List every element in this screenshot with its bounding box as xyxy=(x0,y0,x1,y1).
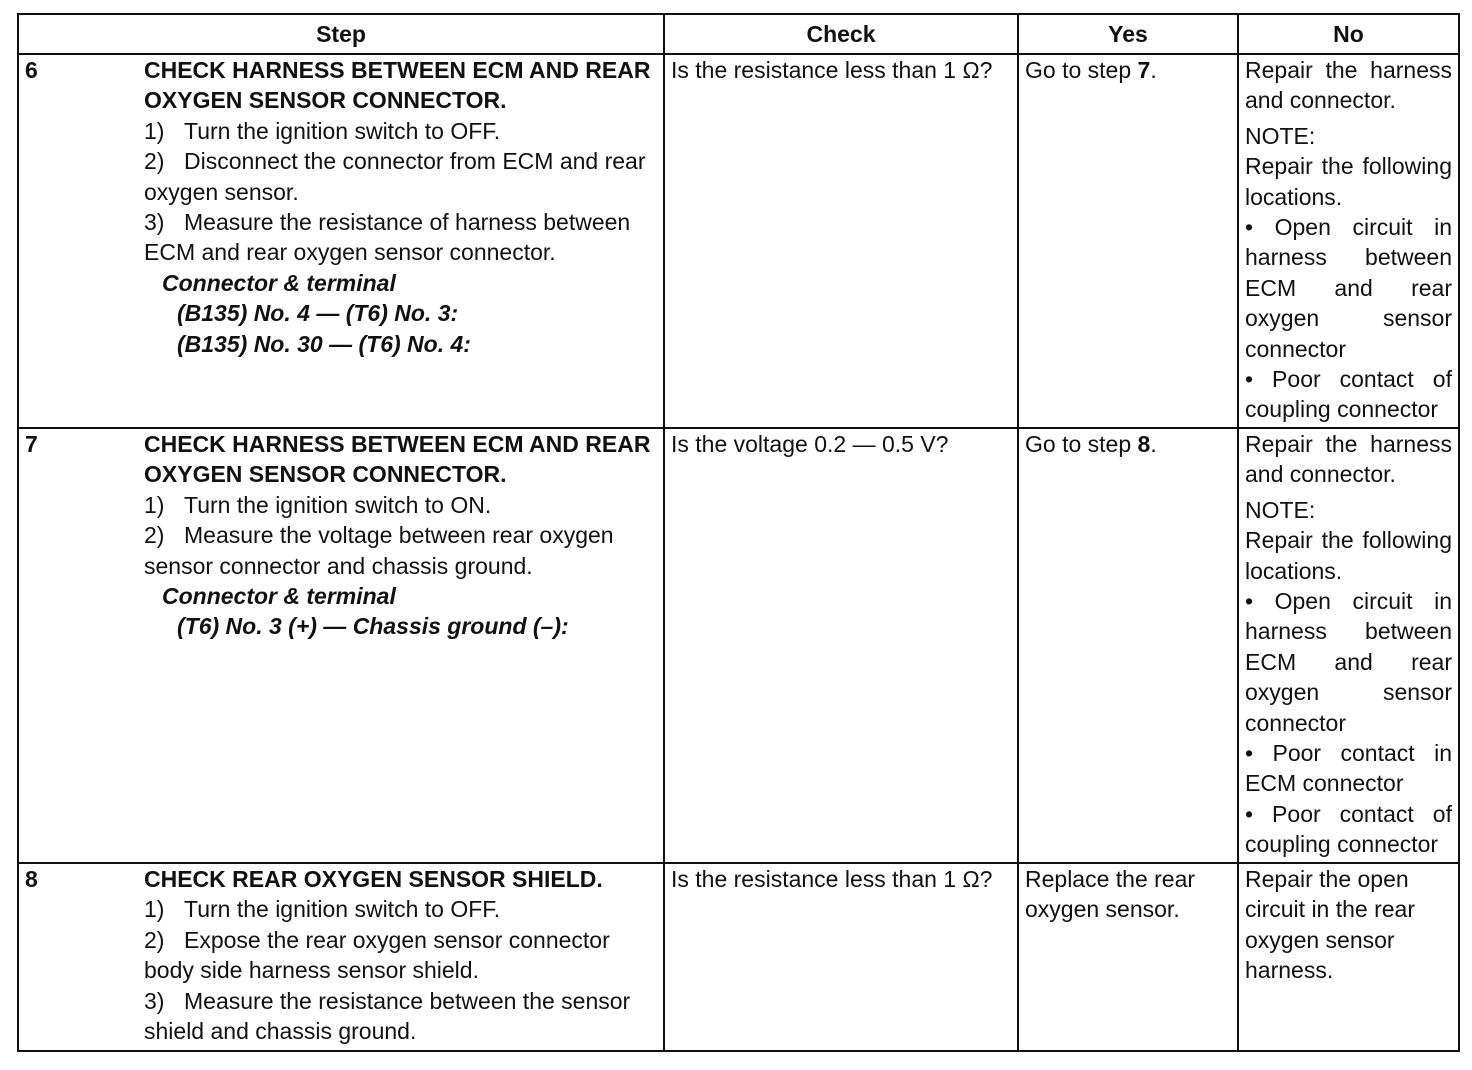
substep-number: 3) xyxy=(144,987,165,1014)
step-number: 8 xyxy=(18,863,138,1051)
substep-number: 1) xyxy=(144,491,165,518)
note-label: NOTE: xyxy=(1245,122,1316,149)
check-cell: Is the resistance less than 1 Ω? xyxy=(664,54,1018,428)
substep xyxy=(144,490,657,520)
connector-line: (B135) No. 30 — (T6) No. 4: xyxy=(177,330,471,357)
substep xyxy=(144,894,657,924)
yes-prefix: Go to step xyxy=(1025,57,1138,83)
check-cell: Is the resistance less than 1 Ω? xyxy=(664,863,1018,1051)
substep-text: Measure the resistance between the sensor shield and chassis ground. xyxy=(144,987,631,1045)
substep-number: 3) xyxy=(144,209,165,236)
connector-line: (T6) No. 3 (+) — Chassis ground (–): xyxy=(177,613,569,640)
header-step: Step xyxy=(18,14,664,54)
step-title: CHECK HARNESS BETWEEN ECM AND REAR OXYGEN SENSOR CONNECTOR. xyxy=(144,431,651,488)
note-bullet: • Poor contact of coupling connector xyxy=(1245,800,1452,858)
substep xyxy=(144,146,657,207)
yes-suffix: . xyxy=(1150,57,1157,83)
substep-text: Turn the ignition switch to ON. xyxy=(184,491,492,518)
substep-number: 1) xyxy=(144,896,165,923)
substep xyxy=(144,207,657,268)
substep-number: 1) xyxy=(144,117,165,144)
substep xyxy=(144,116,657,146)
step-title: CHECK REAR OXYGEN SENSOR SHIELD. xyxy=(144,866,603,892)
note-label: NOTE: xyxy=(1245,496,1316,523)
step-cell xyxy=(138,863,664,1051)
yes-cell xyxy=(1018,428,1238,863)
substep xyxy=(144,520,657,581)
step-cell xyxy=(138,54,664,428)
substep-text: Turn the ignition switch to OFF. xyxy=(184,896,501,923)
step-number: 7 xyxy=(18,428,138,863)
header-row xyxy=(18,14,1459,54)
yes-suffix: . xyxy=(1150,431,1157,457)
connector-heading: Connector & terminal xyxy=(162,583,396,610)
no-cell xyxy=(1238,54,1459,428)
check-cell: Is the voltage 0.2 — 0.5 V? xyxy=(664,428,1018,863)
no-main: Repair the open circuit in the rear oxygen sensor harness. xyxy=(1245,866,1416,984)
substep-text: Disconnect the connector from ECM and rear oxygen sensor. xyxy=(144,148,646,205)
no-main: Repair the harness and connector. xyxy=(1245,57,1452,114)
substep xyxy=(144,925,657,986)
note-bullet: • Open circuit in harness between ECM and rear oxygen sensor connector xyxy=(1245,588,1452,736)
step-title: CHECK HARNESS BETWEEN ECM AND REAR OXYGEN SENSOR CONNECTOR. xyxy=(144,57,651,114)
substep xyxy=(144,986,657,1047)
no-cell xyxy=(1238,863,1459,1051)
yes-prefix: Go to step xyxy=(1025,431,1138,457)
table-row xyxy=(18,863,1459,1051)
substep-number: 2) xyxy=(144,926,165,953)
substep-text: Measure the voltage between rear oxygen sensor connector and chassis ground. xyxy=(144,522,614,579)
substep-text: Measure the resistance of harness between ECM and rear oxygen sensor connector. xyxy=(144,209,631,266)
substep-text: Turn the ignition switch to OFF. xyxy=(184,117,501,144)
note-bullet: • Poor contact in ECM connector xyxy=(1245,740,1452,797)
substep-number: 2) xyxy=(144,148,165,175)
no-main: Repair the harness and connector. xyxy=(1245,431,1452,488)
substep-text: Expose the rear oxygen sensor connector body side harness sensor shield. xyxy=(144,926,610,984)
note-text: Repair the following locations. xyxy=(1245,527,1452,584)
note-bullet: • Poor contact of coupling connector xyxy=(1245,366,1452,423)
substep-number: 2) xyxy=(144,522,165,549)
connector-line: (B135) No. 4 — (T6) No. 3: xyxy=(177,300,459,327)
yes-cell xyxy=(1018,54,1238,428)
table-row xyxy=(18,54,1459,428)
header-no: No xyxy=(1238,14,1459,54)
header-check: Check xyxy=(664,14,1018,54)
diagnostic-table xyxy=(17,13,1460,1052)
note-bullet: • Open circuit in harness between ECM and rear oxygen sensor connector xyxy=(1245,214,1452,362)
step-number: 6 xyxy=(18,54,138,428)
yes-step-ref: 8 xyxy=(1137,431,1151,457)
yes-cell: Replace the rear oxygen sensor. xyxy=(1018,863,1238,1051)
yes-step-ref: 7 xyxy=(1137,57,1151,83)
connector-heading: Connector & terminal xyxy=(162,269,396,296)
header-yes: Yes xyxy=(1018,14,1238,54)
table-row xyxy=(18,428,1459,863)
note-text: Repair the following locations. xyxy=(1245,153,1452,210)
no-cell xyxy=(1238,428,1459,863)
step-cell xyxy=(138,428,664,863)
